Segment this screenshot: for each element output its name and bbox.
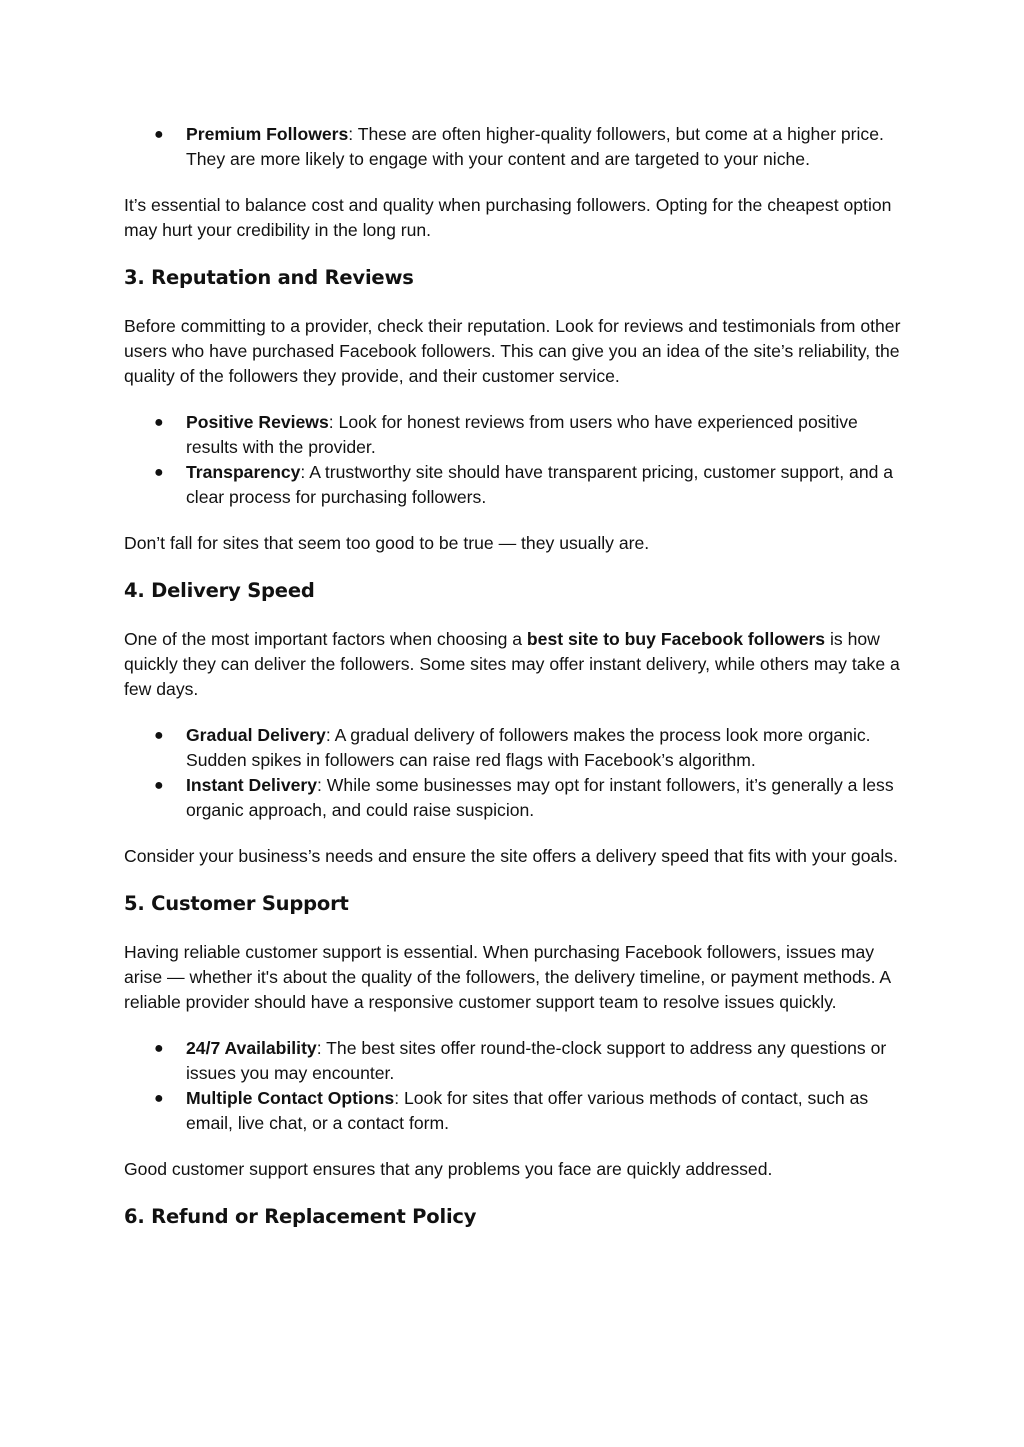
list-item-text: : Look for sites that offer various methods of contact, such as email, live chat, or a contact form.: [186, 1088, 869, 1133]
list-item-term: Instant Delivery: [186, 775, 318, 795]
premium-bullet-list: [124, 122, 904, 172]
bullet-icon: ●: [154, 414, 164, 431]
list-item-term: 24/7 Availability: [186, 1038, 317, 1058]
list-item-text: : Look for honest reviews from users who have experienced positive results with the provider.: [186, 412, 858, 457]
delivery-bullet-list: [124, 723, 904, 823]
list-item-text: : While some businesses may opt for instant followers, it’s generally a less organic approach, and could raise suspicion.: [186, 775, 894, 820]
document-page: [124, 122, 904, 1253]
paragraph-text: One of the most important factors when choosing a: [124, 629, 527, 649]
bullet-icon: ●: [154, 126, 164, 143]
paragraph-support: Having reliable customer support is essential. When purchasing Facebook followers, issues may arise — whether it's about the quality of the followers, the delivery timeline, or payment methods. A reliable provider should have a responsive customer support team to resolve issues quickly.: [124, 942, 891, 1012]
bullet-icon: ●: [154, 464, 164, 481]
list-item: [124, 1086, 904, 1136]
list-item: [124, 723, 904, 773]
paragraph-text: is how quickly they can deliver the followers. Some sites may offer instant delivery, while others may take a few days.: [124, 629, 900, 699]
section-heading-delivery: 4. Delivery Speed: [124, 579, 315, 602]
bullet-icon: ●: [154, 1090, 164, 1107]
paragraph-balance: It’s essential to balance cost and quality when purchasing followers. Opting for the cheapest option may hurt your credibility in the long run.: [124, 195, 892, 240]
list-item-term: Transparency: [186, 462, 301, 482]
list-item-text: : A trustworthy site should have transparent pricing, customer support, and a clear process for purchasing followers.: [186, 462, 894, 507]
bullet-icon: ●: [154, 777, 164, 794]
list-item: [124, 410, 904, 460]
paragraph-delivery: [124, 627, 904, 702]
list-item: [124, 122, 904, 172]
list-item-text: : A gradual delivery of followers makes the process look more organic. Sudden spikes in followers can raise red flags with Facebook’s algorithm.: [186, 725, 871, 770]
paragraph-reputation: Before committing to a provider, check their reputation. Look for reviews and testimonials from other users who have purchased Facebook followers. This can give you an idea of the site’s reliability, the quality of the followers they provide, and their customer service.: [124, 316, 901, 386]
list-item: [124, 1036, 904, 1086]
section-heading-refund: 6. Refund or Replacement Policy: [124, 1205, 477, 1228]
reputation-bullet-list: [124, 410, 904, 510]
section-heading-reputation: 3. Reputation and Reviews: [124, 266, 414, 289]
list-item-text: : These are often higher-quality followers, but come at a higher price. They are more likely to engage with your content and are targeted to your niche.: [186, 124, 884, 169]
bullet-icon: ●: [154, 1040, 164, 1057]
list-item-text: : The best sites offer round-the-clock support to address any questions or issues you may encounter.: [186, 1038, 887, 1083]
paragraph-delivery-needs: Consider your business’s needs and ensure the site offers a delivery speed that fits with your goals.: [124, 846, 898, 866]
paragraph-bold-text: best site to buy Facebook followers: [526, 629, 826, 649]
list-item-term: Premium Followers: [186, 124, 349, 144]
list-item-term: Positive Reviews: [186, 412, 329, 432]
list-item: [124, 773, 904, 823]
paragraph-support-summary: Good customer support ensures that any problems you face are quickly addressed.: [124, 1159, 773, 1179]
section-heading-support: 5. Customer Support: [124, 892, 349, 915]
bullet-icon: ●: [154, 727, 164, 744]
list-item-term: Multiple Contact Options: [186, 1088, 395, 1108]
support-bullet-list: [124, 1036, 904, 1136]
paragraph-warning: Don’t fall for sites that seem too good to be true — they usually are.: [124, 533, 650, 553]
list-item-term: Gradual Delivery: [186, 725, 326, 745]
list-item: [124, 460, 904, 510]
